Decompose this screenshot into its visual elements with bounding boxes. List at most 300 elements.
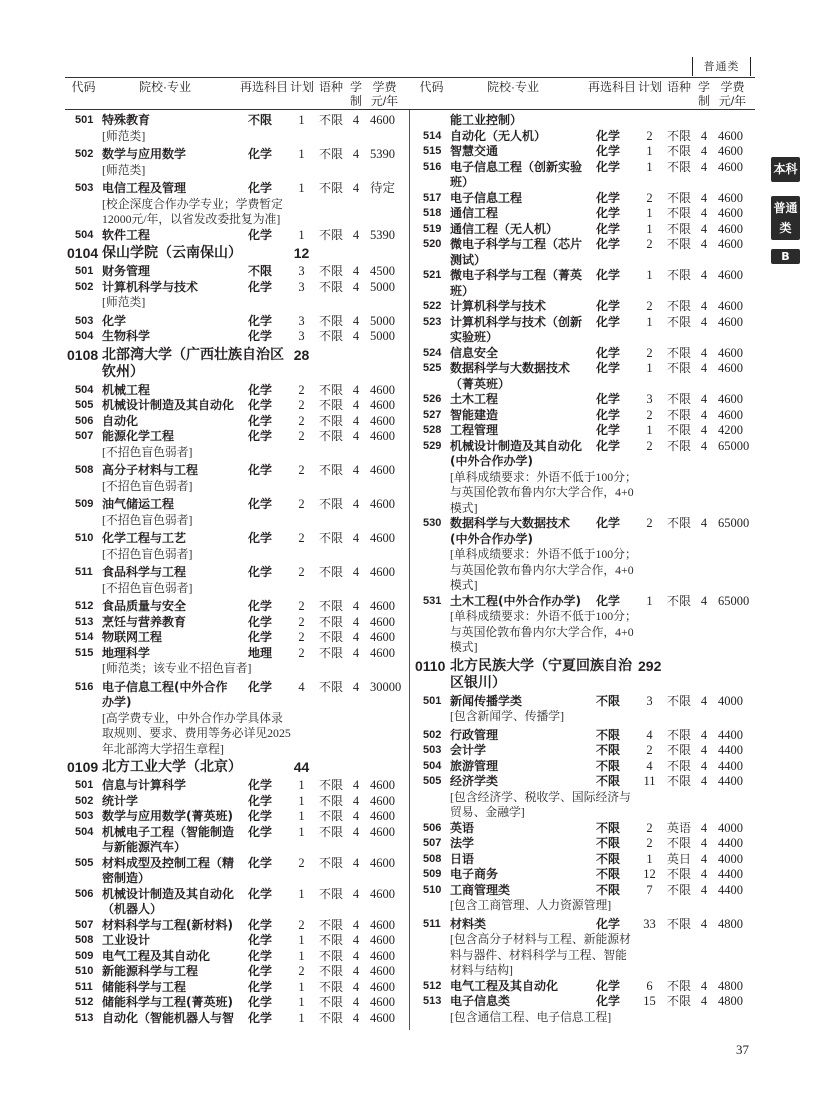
header-plan: 计划	[638, 80, 663, 94]
language: 不限	[667, 836, 692, 850]
tuition-fee: 4600	[718, 299, 743, 313]
language: 不限	[319, 778, 344, 792]
language: 不限	[667, 345, 692, 360]
duration-years: 4	[700, 836, 708, 850]
major-entry	[413, 423, 754, 439]
tuition-fee: 4400	[718, 727, 743, 742]
header-fee	[363, 80, 406, 108]
major-code: 501	[75, 114, 94, 126]
major-code: 507	[75, 430, 94, 442]
major-code: 501	[75, 265, 94, 277]
major-row	[413, 361, 754, 392]
school-entry	[65, 245, 406, 262]
major-code: 503	[75, 182, 94, 194]
major-row	[65, 181, 406, 197]
major-entry	[65, 980, 406, 996]
duration-years: 4	[700, 221, 708, 236]
tuition-fee: 4600	[370, 113, 395, 127]
tuition-fee: 65000	[718, 593, 750, 608]
major-name: 新能源科学与工程	[102, 964, 199, 978]
major-name: 机械工程	[102, 382, 151, 397]
subject-requirement: 化学	[248, 979, 273, 994]
major-row	[65, 794, 406, 810]
tuition-fee: 4600	[370, 429, 395, 443]
major-code: 529	[423, 439, 442, 452]
header-years: 学制	[350, 80, 363, 108]
major-name: 材料类	[450, 916, 487, 931]
major-entry	[65, 599, 406, 615]
subject-requirement: 化学	[248, 227, 273, 242]
plan-count: 1	[298, 147, 305, 161]
side-tab-level: 本科	[771, 157, 800, 182]
major-code: 526	[423, 393, 442, 405]
plan-count: 1	[298, 778, 305, 792]
plan-count: 2	[298, 382, 305, 397]
major-entry	[65, 531, 406, 562]
subject-requirement: 化学	[248, 679, 273, 694]
school-plan-total: 292	[638, 657, 662, 674]
major-name: 化学	[102, 313, 127, 328]
tuition-fee: 65000	[718, 516, 750, 530]
language: 不限	[319, 614, 344, 629]
major-name: 数学与应用数学	[102, 147, 187, 161]
major-entry	[65, 398, 406, 414]
tuition-fee: 4600	[718, 237, 743, 251]
subject-requirement: 化学	[248, 398, 273, 412]
subject-requirement: 化学	[596, 159, 621, 174]
major-row	[413, 160, 754, 191]
header-school-major: 院校·专业	[139, 80, 191, 94]
subject-requirement: 化学	[248, 933, 273, 947]
major-entry	[65, 615, 406, 631]
major-code: 523	[423, 315, 442, 328]
tuition-fee: 4600	[718, 144, 743, 158]
subject-requirement: 化学	[248, 329, 273, 343]
major-entry	[65, 228, 406, 244]
major-entry	[413, 315, 754, 346]
language: 不限	[319, 429, 344, 443]
major-row	[65, 314, 406, 330]
major-entry	[413, 206, 754, 222]
school-name: 北方民族大学（宁夏回族自治 区银川）	[450, 657, 632, 691]
plan-count: 1	[298, 979, 305, 994]
major-name: 智能建造	[450, 407, 499, 422]
language: 不限	[667, 268, 692, 282]
major-code: 501	[423, 694, 442, 707]
major-code: 510	[423, 883, 442, 896]
tuition-fee: 4600	[370, 979, 395, 994]
major-name: 统计学	[102, 793, 139, 808]
major-name: 土木工程(中外合作办学)	[450, 593, 581, 608]
header-subject: 再选科目	[240, 80, 289, 94]
plan-count: 12	[643, 867, 656, 881]
subject-requirement: 化学	[596, 345, 621, 360]
school-entry	[65, 347, 406, 381]
subject-requirement: 化学	[596, 144, 621, 158]
tuition-fee: 4400	[718, 758, 743, 773]
major-entry	[65, 329, 406, 345]
major-code: 503	[75, 810, 94, 822]
major-name: 化学工程与工艺	[102, 531, 187, 545]
header-school-major: 院校·专业	[487, 80, 539, 94]
subject-requirement: 化学	[248, 463, 273, 477]
plan-count: 1	[298, 809, 305, 823]
subject-requirement: 化学	[248, 630, 273, 644]
major-name: 能源化学工程	[102, 429, 175, 443]
plan-count: 11	[643, 774, 656, 788]
duration-years: 4	[700, 159, 708, 174]
major-name: 数据科学与大数据技术 （菁英班）	[450, 361, 571, 391]
major-code: 515	[75, 646, 94, 659]
plan-count: 1	[646, 144, 653, 158]
major-row	[65, 113, 406, 129]
major-row	[65, 264, 406, 280]
major-entry	[65, 280, 406, 311]
major-row	[413, 129, 754, 145]
major-name: 电子商务	[450, 867, 499, 881]
major-row	[413, 728, 754, 744]
major-name: 地理科学	[102, 645, 151, 660]
language: 不限	[319, 886, 344, 901]
subject-requirement: 化学	[596, 361, 621, 375]
major-code: 504	[75, 825, 94, 838]
plan-count: 3	[646, 693, 653, 708]
major-code: 517	[423, 191, 442, 204]
major-row	[413, 594, 754, 610]
major-note: [师范类；该专业不招色盲者]	[102, 661, 252, 675]
major-row	[413, 439, 754, 470]
major-name: 电子信息类	[450, 994, 511, 1008]
major-name: 行政管理	[450, 727, 499, 742]
side-tab-batch: B	[771, 249, 800, 264]
major-code: 531	[423, 594, 442, 607]
plan-count: 2	[646, 345, 653, 360]
subject-requirement: 不限	[596, 693, 621, 708]
major-entry	[65, 809, 406, 825]
table-header-right	[413, 80, 754, 108]
plan-count: 1	[646, 593, 653, 608]
school-name: 保山学院（云南保山）	[102, 245, 242, 261]
duration-years: 4	[352, 599, 360, 613]
major-entry	[413, 346, 754, 362]
major-note: [单科成绩要求：外语不低于100分； 与英国伦敦布鲁内尔大学合作，4+0 模式]	[450, 469, 637, 515]
major-name: 土木工程	[450, 392, 499, 406]
tuition-fee: 4600	[370, 497, 395, 511]
language: 不限	[319, 995, 344, 1009]
major-code: 501	[75, 779, 94, 791]
subject-requirement: 化学	[248, 181, 273, 195]
major-note: [师范类]	[102, 128, 146, 143]
duration-years: 4	[352, 793, 360, 808]
language: 不限	[319, 313, 344, 328]
tuition-fee: 4600	[370, 614, 395, 629]
subject-requirement: 化学	[248, 824, 273, 839]
major-entry	[65, 995, 406, 1011]
tuition-fee: 4600	[718, 206, 743, 220]
language: 英语	[667, 820, 692, 835]
plan-count: 2	[298, 614, 305, 629]
language: 不限	[319, 264, 344, 278]
major-code: 510	[75, 532, 94, 544]
major-row	[65, 228, 406, 244]
major-name: 物联网工程	[102, 630, 163, 644]
subject-requirement: 化学	[248, 886, 273, 901]
duration-years: 4	[700, 851, 708, 866]
subject-requirement: 不限	[596, 758, 621, 773]
tuition-fee: 4000	[718, 820, 743, 835]
plan-count: 6	[646, 978, 653, 993]
major-row	[65, 995, 406, 1011]
duration-years: 4	[352, 531, 360, 545]
plan-count: 2	[298, 917, 305, 932]
language: 不限	[667, 314, 692, 329]
language: 不限	[319, 979, 344, 994]
language: 不限	[667, 237, 692, 251]
tuition-fee: 4600	[370, 964, 395, 978]
language: 不限	[667, 882, 692, 897]
major-entry	[413, 774, 754, 821]
tuition-fee: 4800	[718, 994, 743, 1008]
major-code: 515	[423, 145, 442, 157]
major-name: 通信工程	[450, 206, 499, 220]
tuition-fee: 4800	[718, 916, 743, 931]
major-name: 法学	[450, 836, 475, 850]
language: 不限	[319, 793, 344, 808]
major-entry	[413, 237, 754, 268]
major-row	[413, 144, 754, 160]
major-note: [不招色盲色弱者]	[102, 580, 193, 595]
plan-count: 3	[298, 279, 305, 294]
major-code: 516	[423, 160, 442, 173]
major-row	[65, 463, 406, 479]
major-code: 502	[423, 728, 442, 741]
major-note: [单科成绩要求：外语不低于100分； 与英国伦敦布鲁内尔大学合作，4+0 模式]	[450, 547, 637, 592]
subject-requirement: 不限	[596, 867, 621, 881]
plan-count: 2	[646, 516, 653, 530]
major-name: 通信工程（无人机）	[450, 221, 559, 236]
tuition-fee: 4400	[718, 882, 743, 897]
language: 不限	[319, 933, 344, 947]
major-note: [师范类]	[102, 162, 146, 177]
major-code: 504	[75, 330, 94, 342]
major-entry	[65, 414, 406, 430]
plan-count: 4	[646, 727, 653, 742]
major-name: 机械电子工程（智能制造 与新能源汽车）	[102, 824, 235, 854]
major-entry	[65, 497, 406, 528]
major-entry	[65, 933, 406, 949]
subject-requirement: 化学	[248, 429, 273, 443]
major-row	[413, 821, 754, 837]
plan-count: 2	[298, 855, 305, 870]
subject-requirement: 化学	[596, 128, 621, 143]
major-row	[65, 630, 406, 646]
language: 英日	[667, 851, 692, 866]
major-entry	[65, 646, 406, 677]
tuition-fee: 5390	[370, 227, 395, 242]
plan-count: 2	[298, 463, 305, 477]
duration-years: 4	[700, 438, 708, 453]
tuition-fee: 4600	[370, 599, 395, 613]
tuition-fee: 4600	[718, 392, 743, 406]
subject-requirement: 化学	[596, 423, 621, 437]
subject-requirement: 化学	[248, 964, 273, 978]
subject-requirement: 化学	[248, 279, 273, 294]
school-name: 北部湾大学（广西壮族自治区 钦州）	[102, 346, 284, 380]
major-name: 电子信息工程（创新实验 班）	[450, 159, 583, 189]
subject-requirement: 化学	[248, 614, 273, 629]
major-entry	[413, 979, 754, 995]
plan-count: 1	[298, 886, 305, 901]
major-entry	[413, 852, 754, 868]
major-code: 502	[75, 148, 94, 160]
subject-requirement: 化学	[248, 147, 273, 161]
major-note: [不招色盲色弱者]	[102, 512, 193, 527]
tuition-fee: 4600	[370, 413, 395, 428]
major-row	[413, 883, 754, 899]
tuition-fee: 4400	[718, 836, 743, 850]
major-row	[413, 206, 754, 222]
major-entry	[65, 147, 406, 178]
header-subject: 再选科目	[588, 80, 637, 94]
duration-years: 4	[352, 917, 360, 932]
tuition-fee: 5000	[370, 329, 395, 343]
language: 不限	[319, 181, 344, 195]
duration-years: 4	[352, 933, 360, 947]
major-row	[413, 408, 754, 424]
major-name: 经济学类	[450, 774, 499, 788]
major-entry	[65, 825, 406, 856]
tuition-fee: 4200	[718, 423, 743, 437]
tuition-fee: 4500	[370, 264, 395, 278]
major-entry	[65, 680, 406, 758]
duration-years: 4	[700, 916, 708, 931]
major-code: 511	[75, 980, 93, 993]
major-code: 530	[423, 517, 442, 529]
major-entry	[413, 694, 754, 725]
subject-requirement: 化学	[248, 531, 273, 545]
major-code: 513	[423, 995, 442, 1007]
duration-years: 4	[352, 778, 360, 792]
plan-count: 1	[298, 181, 305, 195]
language: 不限	[319, 1010, 344, 1025]
subject-requirement: 化学	[596, 268, 621, 282]
duration-years: 4	[352, 181, 360, 195]
major-name: 智慧交通	[450, 144, 499, 158]
subject-requirement: 不限	[248, 264, 273, 278]
tuition-fee: 4600	[718, 268, 743, 282]
plan-count: 33	[643, 916, 656, 931]
continuation-entry	[413, 113, 754, 129]
duration-years: 4	[352, 630, 360, 644]
major-row	[413, 836, 754, 852]
major-code: 518	[423, 207, 442, 219]
language: 不限	[667, 221, 692, 236]
language: 不限	[319, 948, 344, 963]
major-row	[413, 191, 754, 207]
major-row	[65, 918, 406, 934]
duration-years: 4	[352, 429, 360, 443]
right-column	[413, 113, 754, 1028]
tuition-fee: 4600	[718, 407, 743, 422]
plan-count: 7	[646, 882, 653, 897]
header-code: 代码	[71, 80, 96, 94]
header-language: 语种	[318, 80, 343, 94]
major-entry	[413, 728, 754, 744]
plan-count: 1	[298, 824, 305, 839]
major-code: 512	[75, 996, 94, 1008]
tuition-fee: 4600	[370, 917, 395, 932]
major-row	[65, 147, 406, 163]
major-row	[413, 759, 754, 775]
major-code: 528	[423, 424, 442, 436]
major-row	[413, 994, 754, 1010]
major-code: 504	[423, 759, 442, 772]
tuition-fee: 4600	[370, 809, 395, 823]
major-entry	[413, 594, 754, 656]
major-entry	[65, 964, 406, 980]
major-entry	[65, 264, 406, 280]
duration-years: 4	[352, 227, 360, 242]
tuition-fee: 65000	[718, 438, 750, 453]
section-tag: 普通类	[692, 57, 751, 76]
header-fee-unit: 元/年	[370, 94, 399, 108]
tuition-fee: 4400	[718, 774, 743, 788]
subject-requirement: 化学	[596, 438, 621, 453]
major-code: 507	[423, 837, 442, 849]
duration-years: 4	[352, 382, 360, 397]
school-code: 0104	[67, 245, 99, 261]
major-name: 信息与计算科学	[102, 778, 187, 792]
duration-years: 4	[352, 809, 360, 823]
major-code: 512	[75, 600, 94, 612]
language: 不限	[667, 727, 692, 742]
language: 不限	[319, 809, 344, 823]
plan-count: 2	[298, 531, 305, 545]
subject-requirement: 化学	[596, 190, 621, 205]
major-name: 食品质量与安全	[102, 599, 187, 613]
tuition-fee: 4000	[718, 851, 743, 866]
major-code: 524	[423, 346, 442, 359]
major-name: 电气工程及其自动化	[450, 978, 559, 993]
major-row	[413, 694, 754, 710]
major-row	[65, 565, 406, 581]
major-code: 509	[75, 498, 94, 510]
language: 不限	[667, 774, 692, 788]
language: 不限	[667, 693, 692, 708]
major-row	[413, 979, 754, 995]
major-entry	[65, 918, 406, 934]
subject-requirement: 化学	[596, 206, 621, 220]
tuition-fee: 4600	[718, 314, 743, 329]
major-name: 工程管理	[450, 423, 499, 437]
major-note: [包含经济学、税收学、国际经济与 贸易、金融学]	[450, 789, 631, 819]
language: 不限	[319, 279, 344, 294]
subject-requirement: 化学	[596, 407, 621, 422]
major-code: 513	[75, 1011, 94, 1024]
language: 不限	[667, 743, 692, 757]
duration-years: 4	[700, 867, 708, 881]
left-column	[65, 113, 406, 1026]
language: 不限	[319, 463, 344, 477]
major-name: 英语	[450, 820, 475, 835]
major-name: 数据科学与大数据技术 (中外合作办学)	[450, 516, 571, 546]
major-row	[65, 980, 406, 996]
school-entry	[413, 658, 754, 692]
language: 不限	[667, 407, 692, 422]
major-code: 512	[423, 979, 442, 992]
major-note: [高学费专业，中外合作办学具体录 取规则、要求、费用等务必详见2025 年北部湾大学招生章程]	[102, 710, 291, 756]
language: 不限	[667, 516, 692, 530]
